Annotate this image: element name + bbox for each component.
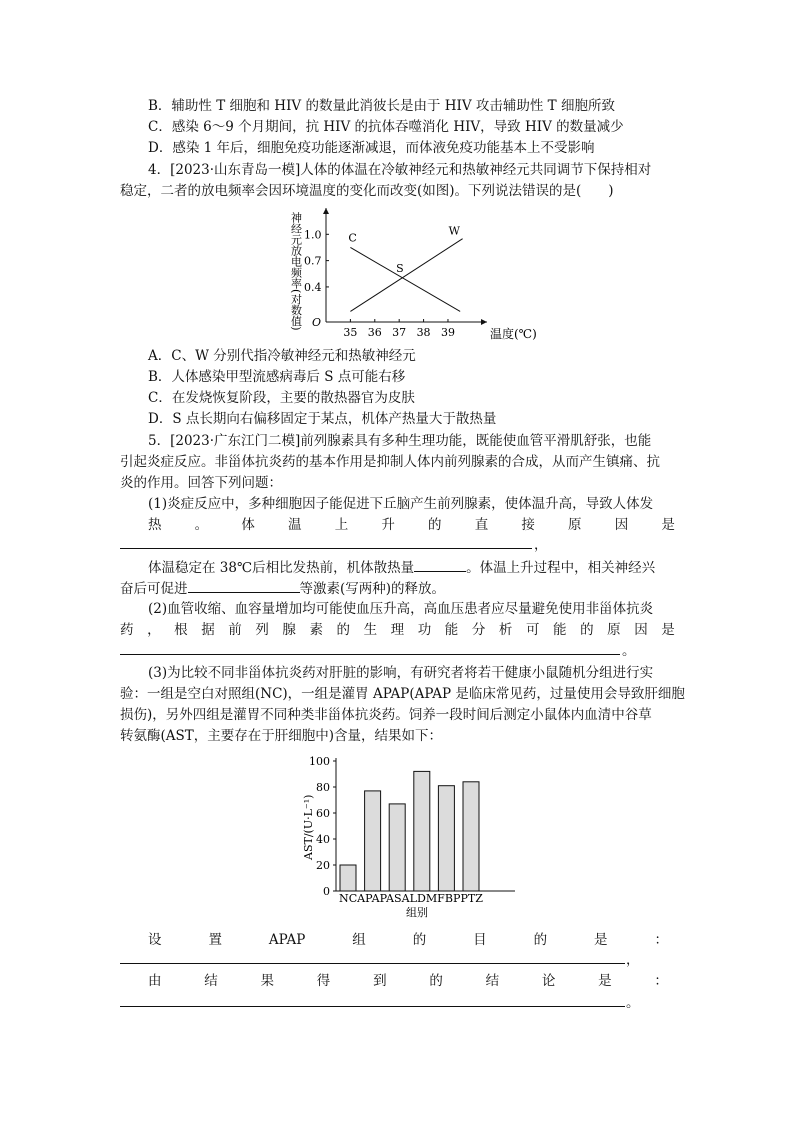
q5-stem-line3: 炎的作用。回答下列问题： <box>120 475 282 491</box>
p2l2-char: 前 <box>228 622 242 638</box>
q5-p2-line2 <box>120 620 675 640</box>
chart2-ytick-label: 100 <box>309 755 330 768</box>
chart1-series-label-W: W <box>448 224 460 238</box>
p2l2-char: 分 <box>471 622 486 638</box>
p2l2-char: 腺 <box>282 622 296 638</box>
p2l2-char: 能 <box>553 622 567 638</box>
chart2-bar-apap <box>365 791 381 891</box>
chart1-series-line-C <box>350 247 460 311</box>
chart2-ytick-label: 60 <box>316 807 330 820</box>
p2l2-char: 列 <box>255 622 269 638</box>
chart1-point-label-S: S <box>396 262 404 276</box>
chart1-xtick-label: 36 <box>367 326 382 339</box>
p2l2-char: ， <box>147 622 161 638</box>
ans1-char: APAP <box>268 932 306 948</box>
q5-p1-line4-a: 体温稳定在 38℃后相比发热前，机体散热量 <box>148 560 415 576</box>
q4-option-a: A．C、W 分别代指冷敏神经元和热敏神经元 <box>148 348 416 364</box>
chart1-xtick-label: 38 <box>416 326 431 339</box>
q3-option-d: D．感染 1 年后，细胞免疫功能逐渐减退，而体液免疫功能基本上不受影响 <box>148 140 595 156</box>
chart2-ytick-label: 20 <box>316 859 330 872</box>
ans1-char: 的 <box>533 932 548 948</box>
q5-p1-line5 <box>120 578 445 599</box>
ans2-char: 论 <box>541 973 556 989</box>
p1l2-char: 。 <box>194 517 209 533</box>
q5-p1-line4-b: 。体温上升过程中，相关神经兴 <box>466 560 656 576</box>
q5-p1-line5-a: 奋后可促进 <box>120 581 188 597</box>
q5-p3-line3: 损伤)，另外四组是灌胃不同种类非甾体抗炎药。饲养一段时间后测定小鼠体内血清中谷草 <box>120 707 652 723</box>
q5-p2-line3-end: 。 <box>622 643 636 659</box>
chart2-bar-ptz <box>463 782 479 891</box>
q5-p3-line2: 验：一组是空白对照组(NC)，一组是灌胃 APAP(APAP 是临床常见药，过量使用会导致肝细胞 <box>120 686 685 702</box>
ans2-char: 得 <box>316 973 331 989</box>
q4-stem-line2: 稳定，二者的放电频率会因环境温度的变化而改变(如图)。下列说法错误的是( ) <box>120 183 614 199</box>
ans1-char: 目 <box>473 932 487 948</box>
q5-p1-line2 <box>148 515 675 535</box>
p2l2-char: 素 <box>309 622 323 638</box>
chart2-category-labels: NCAPAPASALDMFBPPTZ <box>339 892 484 905</box>
q5-p1-line3-end: ， <box>534 537 548 553</box>
p2l2-char: 的 <box>336 622 350 638</box>
q5-ans1-end: ， <box>626 952 640 968</box>
ans2-char: 到 <box>373 973 387 989</box>
chart2-bar-asa <box>389 804 405 891</box>
q3-option-c: C．感染 6～9 个月期间，抗 HIV 的抗体吞噬消化 HIV，导致 HIV 的数量减少 <box>148 119 624 135</box>
ans1-char: ： <box>654 932 668 948</box>
q5-p3-answer1-prompt <box>148 930 668 950</box>
ans1-char: 组 <box>352 932 366 948</box>
p1l2-char: 因 <box>614 517 629 533</box>
chart1-xtick-label: 39 <box>440 326 455 339</box>
p2l2-char: 可 <box>525 622 540 638</box>
p2l2-char: 原 <box>607 622 621 638</box>
p2l2-char: 生 <box>363 622 378 638</box>
p1l2-char: 体 <box>241 517 255 533</box>
p1l2-char: 升 <box>381 517 395 533</box>
chart2-bar-nc <box>340 865 356 891</box>
p1l2-char: 温 <box>288 517 302 533</box>
p1l2-char: 原 <box>568 517 582 533</box>
answer-blank-apap-purpose[interactable] <box>120 963 625 964</box>
p1l2-char: 接 <box>521 517 535 533</box>
chart1-series-label-C: C <box>348 231 357 245</box>
ans1-char: 设 <box>148 932 162 948</box>
ans2-char: 由 <box>148 973 162 989</box>
firing-rate-chart <box>282 200 572 345</box>
chart1-ytick-label: 1.0 <box>304 228 322 242</box>
answer-blank-heat-dissipation[interactable] <box>414 557 466 572</box>
q5-p1-line4 <box>148 557 655 578</box>
q5-p1-line1: (1)炎症反应中，多种细胞因子能促进下丘脑产生前列腺素，使体温升高，导致人体发 <box>148 496 654 512</box>
q4-option-c: C．在发烧恢复阶段，主要的散热器官为皮肤 <box>148 390 415 406</box>
p2l2-char: 的 <box>580 622 594 638</box>
ast-bar-chart <box>290 750 530 922</box>
p2l2-char: 是 <box>661 622 675 638</box>
q5-stem-line1: 5．[2023·广东江门二模]前列腺素具有多种生理功能，既能使血管平滑肌舒张，也能 <box>148 433 652 449</box>
p2l2-char: 能 <box>444 622 459 638</box>
chart1-origin: O <box>312 316 322 329</box>
q5-ans2-end: 。 <box>626 995 640 1011</box>
chart2-ytick-label: 40 <box>316 833 330 846</box>
ans2-char: ： <box>654 973 668 989</box>
p2l2-char: 因 <box>634 622 648 638</box>
ans1-char: 置 <box>208 932 222 948</box>
chart1-series-line-W <box>350 239 462 312</box>
chart1-xlabel: 温度(℃) <box>490 327 537 341</box>
q5-p2-line1: (2)血管收缩、血容量增加均可能使血压升高，高血压患者应尽量避免使用非甾体抗炎 <box>148 601 654 617</box>
p1l2-char: 直 <box>474 517 489 533</box>
q5-p3-line1: (3)为比较不同非甾体抗炎药对肝脏的影响，有研究者将若干健康小鼠随机分组进行实 <box>148 665 654 681</box>
ans2-char: 结 <box>485 973 500 989</box>
p2l2-char: 析 <box>498 622 513 638</box>
ans2-char: 是 <box>598 973 612 989</box>
q5-stem-line2: 引起炎症反应。非甾体抗炎药的基本作用是抑制人体内前列腺素的合成，从而产生镇痛、抗 <box>120 454 660 470</box>
chart2-xlabel: 组别 <box>406 906 428 919</box>
chart1-ytick-label: 0.4 <box>304 280 322 294</box>
answer-blank-conclusion[interactable] <box>120 1006 625 1007</box>
q4-option-d: D．S 点长期向右偏移固定于某点，机体产热量大于散热量 <box>148 411 497 427</box>
chart2-ylabel: AST/(U·L⁻¹) <box>302 794 315 860</box>
p2l2-char: 理 <box>390 622 405 638</box>
q3-option-b: B．辅助性 T 细胞和 HIV 的数量此消彼长是由于 HIV 攻击辅助性 T 细胞所致 <box>148 98 615 114</box>
p2l2-char: 根 <box>174 622 188 638</box>
q5-p3-answer2-prompt <box>148 971 668 991</box>
chart1-xtick-label: 37 <box>392 326 407 339</box>
p2l2-char: 据 <box>201 622 215 638</box>
q5-p1-line5-b: 等激素(写两种)的释放。 <box>299 581 446 597</box>
answer-blank-p2-reason[interactable] <box>120 654 620 655</box>
chart2-ytick-label: 0 <box>323 885 330 898</box>
answer-blank-hormones[interactable] <box>188 578 300 593</box>
ans2-char: 的 <box>429 973 443 989</box>
chart1-xtick-label: 35 <box>343 326 358 339</box>
answer-blank-p1-reason[interactable] <box>120 548 532 549</box>
ans1-char: 是 <box>594 932 608 948</box>
chart2-bar-ldm <box>414 771 430 891</box>
p1l2-char: 热 <box>148 517 162 533</box>
p2l2-char: 药 <box>120 622 134 638</box>
q4-option-b: B．人体感染甲型流感病毒后 S 点可能右移 <box>148 369 406 385</box>
p2l2-char: 功 <box>417 622 432 638</box>
q5-p3-line4: 转氨酶(AST，主要存在于肝细胞中)含量，结果如下： <box>120 728 443 744</box>
q4-stem-line1: 4．[2023·山东青岛一模]人体的体温在冷敏神经元和热敏神经元共同调节下保持相对 <box>148 162 652 178</box>
p1l2-char: 的 <box>428 517 442 533</box>
ans2-char: 果 <box>260 973 275 989</box>
chart1-ylabel: 神经元放电频率(对数值) <box>289 212 303 331</box>
chart1-ytick-label: 0.7 <box>304 254 322 268</box>
chart2-ytick-label: 80 <box>316 781 330 794</box>
ans1-char: 的 <box>412 932 427 948</box>
p1l2-char: 是 <box>661 517 675 533</box>
ans2-char: 结 <box>204 973 218 989</box>
p1l2-char: 上 <box>334 517 349 533</box>
chart2-bar-fbp <box>438 786 454 891</box>
